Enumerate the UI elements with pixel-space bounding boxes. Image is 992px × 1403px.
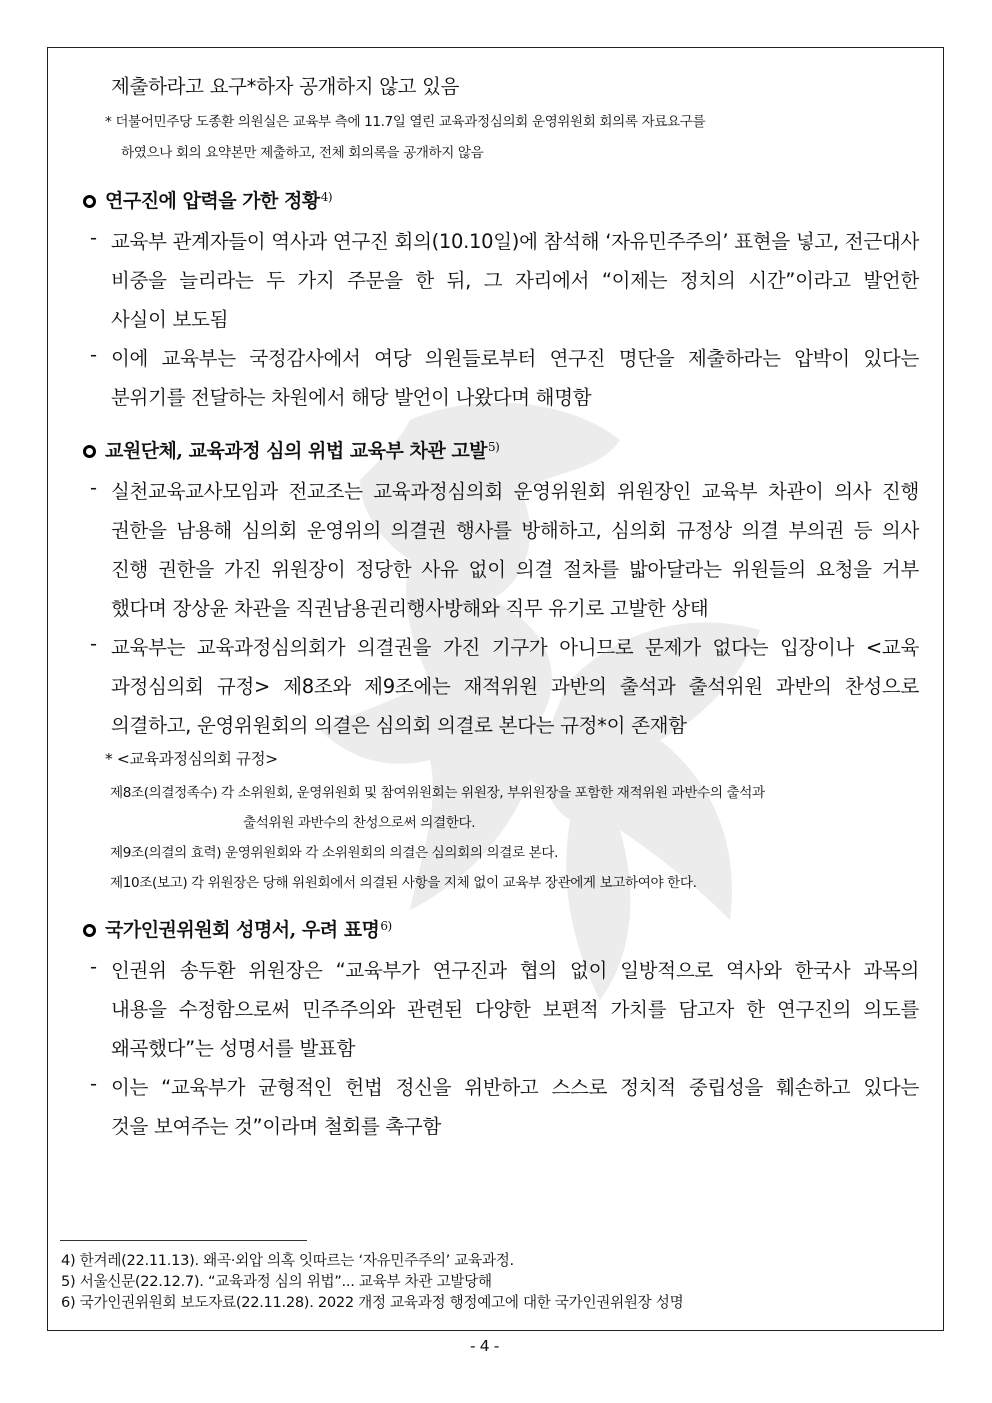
paragraph-line: 인권위 송두환 위원장은 “교육부가 연구진과 협의 없이 일방적으로 역사와 한국사 과목의 xyxy=(111,959,919,982)
dash-bullet-icon: - xyxy=(90,226,98,249)
paragraph-line: 것을 보여주는 것”이라며 철회를 촉구함 xyxy=(111,1115,441,1138)
rule-article-8-cont: 출석위원 과반수의 찬성으로써 의결한다. xyxy=(243,815,476,831)
paragraph-line: 사실이 보도됨 xyxy=(111,308,229,331)
section-heading-human-rights: 국가인권위원회 성명서, 우려 표명$^{6)}$ xyxy=(83,915,392,942)
paragraph-line: 비중을 늘리라는 두 가지 주문을 한 뒤, 그 자리에서 “이제는 정치의 시간”이라고 발언한 xyxy=(111,269,919,292)
paragraph-line: 진행 권한을 가진 위원장이 정당한 사유 없이 의결 절차를 밟아달라는 위원들의 요청을 거부 xyxy=(111,558,919,581)
dash-bullet-icon: - xyxy=(90,343,98,366)
paragraph-line: 내용을 수정함으로써 민주주의와 관련된 다양한 보편적 가치를 담고자 한 연구진의 의도를 xyxy=(111,998,919,1021)
paragraph-line: 분위기를 전달하는 차원에서 해당 발언이 나왔다며 해명함 xyxy=(111,386,592,409)
footnote-6: 6) 국가인권위원회 보도자료(22.11.28). 2022 개정 교육과정 행정예고에 대한 국가인권위원장 성명 xyxy=(61,1294,684,1311)
circle-bullet-icon xyxy=(83,924,96,937)
footnote-divider xyxy=(60,1240,307,1241)
paragraph-line: 이에 교육부는 국정감사에서 여당 의원들로부터 연구진 명단을 제출하라는 압박이 있다는 xyxy=(111,347,919,370)
intro-note-line1: * 더불어민주당 도종환 의원실은 교육부 측에 11.7일 열린 교육과정심의회 운영위원회 회의록 자료요구를 xyxy=(105,114,706,130)
paragraph-line: 교육부 관계자들이 역사과 연구진 회의(10.10일)에 참석해 ‘자유민주주의’ 표현을 넣고, 전근대사 xyxy=(111,230,919,253)
paragraph-line: 이는 “교육부가 균형적인 헌법 정신을 위반하고 스스로 정치적 중립성을 훼손하고 있다는 xyxy=(111,1076,919,1099)
footnote-5: 5) 서울신문(22.12.7). “교육과정 심의 위법”... 교육부 차관 고발당해 xyxy=(61,1273,492,1290)
footnote-ref: 6) xyxy=(380,919,392,933)
paragraph-line: 권한을 남용해 심의회 운영위의 의결권 행사를 방해하고, 심의회 규정상 의결 부의권 등 의사 xyxy=(111,519,919,542)
paragraph-line: 의결하고, 운영위원회의 의결은 심의회 의결로 본다는 규정*이 존재함 xyxy=(111,714,687,737)
intro-line: 제출하라고 요구*하자 공개하지 않고 있음 xyxy=(111,75,460,98)
intro-note-line2: 하였으나 회의 요약본만 제출하고, 전체 회의록을 공개하지 않음 xyxy=(121,145,484,161)
section-heading-pressure: 연구진에 압력을 가한 정황$^{4)}$ xyxy=(83,186,332,213)
dash-bullet-icon: - xyxy=(90,955,98,978)
rule-article-9: 제9조(의결의 효력) 운영위원회와 각 소위원회의 의결은 심의회의 의결로 본다. xyxy=(110,845,559,861)
rule-article-10: 제10조(보고) 각 위원장은 당해 위원회에서 의결된 사항을 지체 없이 교육부 장관에게 보고하여야 한다. xyxy=(110,875,697,891)
circle-bullet-icon xyxy=(83,445,96,458)
paragraph-line: 왜곡했다”는 성명서를 발표함 xyxy=(111,1037,356,1060)
dash-bullet-icon: - xyxy=(90,632,98,655)
footnote-4: 4) 한겨레(22.11.13). 왜곡·외압 의혹 잇따르는 ‘자유민주주의’ 교육과정. xyxy=(61,1252,514,1269)
paragraph-line: 교육부는 교육과정심의회가 의결권을 가진 기구가 아니므로 문제가 없다는 입장이나 <교육 xyxy=(111,636,919,659)
rule-note-title: * <교육과정심의회 규정> xyxy=(105,750,278,768)
footnote-ref: 4) xyxy=(320,190,333,204)
paragraph-line: 과정심의회 규정> 제8조와 제9조에는 재적위원 과반의 출석과 출석위원 과반의 찬성으로 xyxy=(111,675,919,698)
dash-bullet-icon: - xyxy=(90,1072,98,1095)
footnote-ref: 5) xyxy=(488,440,500,454)
circle-bullet-icon xyxy=(83,195,96,208)
page-number: - 4 - xyxy=(470,1337,499,1355)
paragraph-line: 했다며 장상윤 차관을 직권남용권리행사방해와 직무 유기로 고발한 상태 xyxy=(111,597,709,620)
rule-article-8: 제8조(의결정족수) 각 소위원회, 운영위원회 및 참여위원회는 위원장, 부위원장을 포함한 재적위원 과반수의 출석과 xyxy=(110,785,765,801)
section-heading-complaint: 교원단체, 교육과정 심의 위법 교육부 차관 고발$^{5)}$ xyxy=(83,436,499,463)
dash-bullet-icon: - xyxy=(90,476,98,499)
paragraph-line: 실천교육교사모임과 전교조는 교육과정심의회 운영위원회 위원장인 교육부 차관이 의사 진행 xyxy=(111,480,919,503)
